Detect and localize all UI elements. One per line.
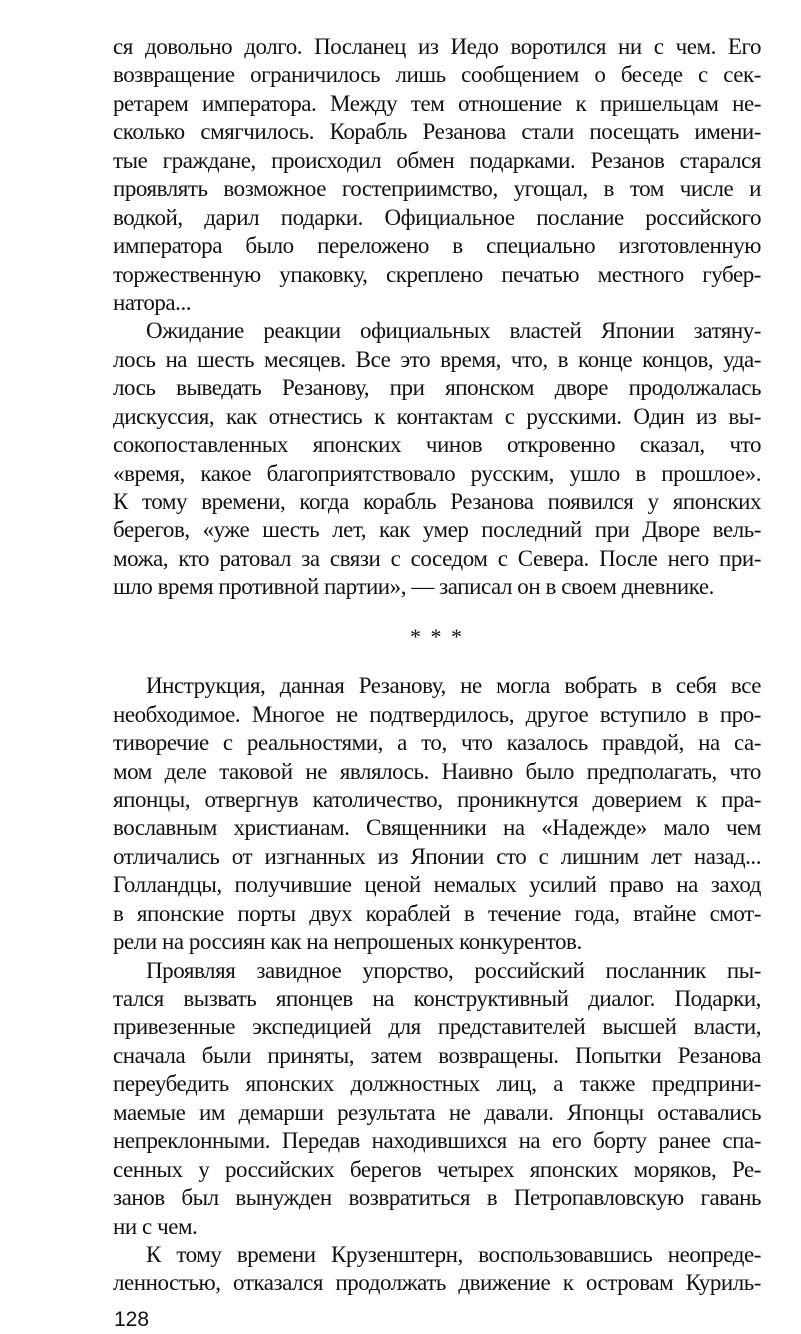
text-line: мом деле таковой не являлось. Наивно было предполагать, что	[113, 758, 761, 784]
text-line: вославным христианам. Священники на «Надежде» мало чем	[113, 815, 761, 841]
text-line: сенных у российских берегов четырех японских моряков, Ре-	[113, 1156, 761, 1182]
text-line: дискуссия, как отнестись к контактам с русскими. Один из вы-	[113, 403, 761, 429]
text-line: переубедить японских должностных лиц, а также предприни-	[113, 1071, 761, 1097]
text-line: «время, какое благоприятствовало русским, ушло в прошлое».	[113, 460, 761, 486]
text-line: торжественную упаковку, скреплено печатью местного губер-	[113, 261, 761, 287]
paragraph	[113, 33, 761, 317]
text-line: Проявляя завидное упорство, российский посланник пы-	[146, 957, 761, 983]
text-line: возвращение ограничилось лишь сообщением о беседе с сек-	[113, 62, 761, 88]
text-line: натора...	[113, 289, 192, 315]
paragraph	[113, 317, 761, 601]
text-after-separator	[113, 672, 761, 1298]
text-line: ни с чем.	[113, 1213, 198, 1239]
text-line: Ожидание реакции официальных властей Японии затяну-	[146, 318, 761, 344]
text-line: лось на шесть месяцев. Все это время, что, в конце концов, уда-	[113, 346, 761, 372]
text-line: тиворечие с реальностями, а то, что казалось правдой, на са-	[113, 730, 761, 756]
text-line: водкой, дарил подарки. Официальное послание российского	[113, 204, 761, 230]
text-line: рели на россиян как на непрошеных конкурентов.	[113, 929, 582, 955]
text-line: ленностью, отказался продолжать движение к островам Куриль-	[113, 1270, 761, 1296]
text-line: тые граждане, происходил обмен подарками. Резанов старался	[113, 147, 761, 173]
text-line: К тому времени Крузенштерн, воспользовавшись неопреде-	[146, 1241, 761, 1267]
text-line: ретарем императора. Между тем отношение к пришельцам не-	[113, 90, 761, 116]
text-line: сначала были приняты, затем возвращены. Попытки Резанова	[113, 1042, 761, 1068]
text-line: К тому времени, когда корабль Резанова появился у японских	[113, 489, 761, 514]
paragraph	[113, 672, 761, 956]
text-line: в японские порты двух кораблей в течение года, втайне смот-	[113, 900, 761, 926]
text-line: Инструкция, данная Резанову, не могла вобрать в себя все	[146, 673, 761, 699]
text-line: можа, кто ратовал за связи с соседом с Севера. После него при-	[113, 545, 761, 571]
text-line: привезенные экспедицией для представителей высшей власти,	[113, 1014, 761, 1040]
text-line: тался вызвать японцев на конструктивный диалог. Подарки,	[113, 986, 761, 1011]
text-line: ся довольно долго. Посланец из Иедо воротился ни с чем. Его	[113, 34, 761, 59]
page-number: 128	[114, 1307, 150, 1331]
text-line: маемые им демарши результата не давали. Японцы оставались	[113, 1099, 761, 1125]
text-line: занов был вынужден возвратиться в Петропавловскую гавань	[113, 1185, 761, 1211]
paragraph	[113, 957, 761, 1241]
paragraph	[113, 1241, 761, 1298]
text-before-separator	[113, 33, 761, 602]
text-line: императора было переложено в специально изготовленную	[113, 233, 761, 259]
text-line: сокопоставленных японских чинов откровенно сказал, что	[113, 432, 761, 458]
text-line: необходимое. Многое не подтвердилось, другое вступило в про-	[113, 701, 761, 727]
text-line: берегов, «уже шесть лет, как умер последний при Дворе вель-	[113, 517, 761, 543]
text-line: проявлять возможное гостеприимство, угощал, в том числе и	[113, 176, 761, 202]
page-body	[113, 33, 761, 1334]
text-line: Голландцы, получившие ценой немалых усилий право на заход	[113, 872, 761, 898]
text-line: непреклонными. Передав находившихся на его борту ранее спа-	[113, 1128, 761, 1154]
text-line: японцы, отвергнув католичество, проникнутся доверием к пра-	[113, 786, 761, 812]
text-line: сколько смягчилось. Корабль Резанова стали посещать имени-	[113, 119, 761, 145]
text-line: шло время противной партии», — записал он в своем дневнике.	[113, 574, 714, 600]
section-separator: * * *	[410, 623, 464, 649]
text-line: отличались от изгнанных из Японии сто с лишним лет назад...	[113, 843, 761, 869]
text-line: лось выведать Резанову, при японском дворе продолжалась	[113, 375, 761, 401]
